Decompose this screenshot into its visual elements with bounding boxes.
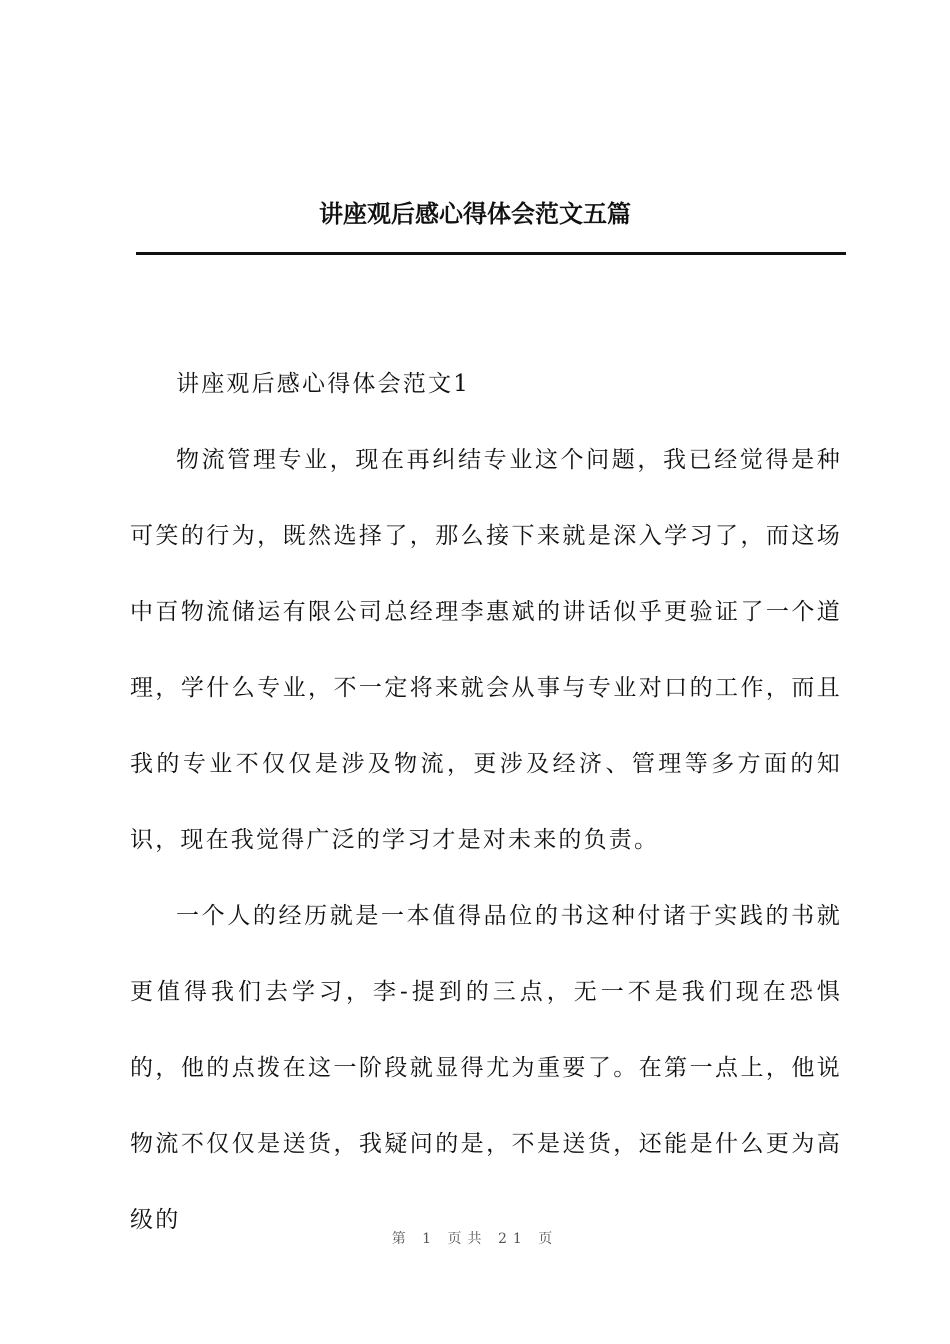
page-number-footer: 第 1 页共 21 页 [391, 1231, 559, 1247]
document-body [130, 346, 842, 1258]
section-heading: 讲座观后感心得体会范文1 [176, 371, 471, 397]
title-divider [136, 252, 846, 255]
paragraph: 物流管理专业，现在再纠结专业这个问题，我已经觉得是种可笑的行为，既然选择了，那么接下来就是深入学习了，而这场中百物流储运有限公司总经理李惠斌的讲话似乎更验证了一个道理，学什么专业，不一定将来就会从事与专业对口的工作，而且我的专业不仅仅是涉及物流，更涉及经济、管理等多方面的知识，现在我觉得广泛的学习才是对未来的负责。 [130, 447, 842, 853]
document-title: 讲座观后感心得体会范文五篇 [319, 199, 631, 228]
paragraph: 一个人的经历就是一本值得品位的书这种付诸于实践的书就更值得我们去学习，李-提到的三点，无一不是我们现在恐惧的，他的点拨在这一阶段就显得尤为重要了。在第一点上，他说物流不仅仅是送货，我疑问的是，不是送货，还能是什么更为高级的 [130, 903, 842, 1233]
